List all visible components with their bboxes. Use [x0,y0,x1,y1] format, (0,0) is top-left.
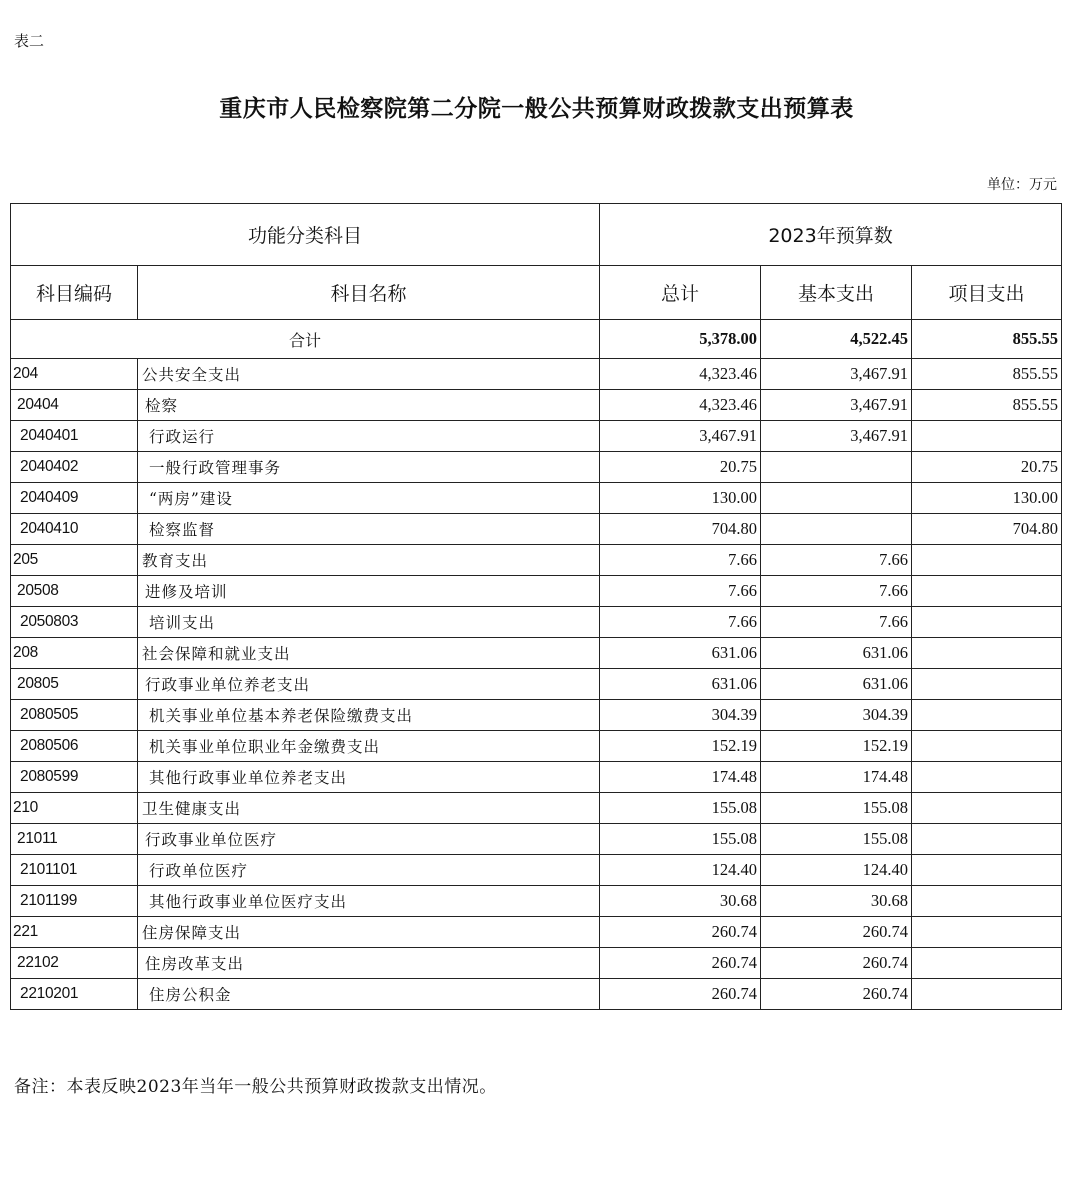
cell-project [912,545,1062,576]
cell-basic: 7.66 [761,545,912,576]
cell-project: 130.00 [912,483,1062,514]
cell-name: 行政运行 [138,421,600,452]
cell-project [912,855,1062,886]
cell-name: 教育支出 [138,545,600,576]
cell-basic: 3,467.91 [761,359,912,390]
cell-total: 155.08 [600,793,761,824]
page-title: 重庆市人民检察院第二分院一般公共预算财政拨款支出预算表 [219,95,854,122]
cell-project: 855.55 [912,359,1062,390]
cell-basic: 631.06 [761,638,912,669]
total-basic: 4,522.45 [761,320,912,359]
cell-code: 2040410 [11,514,138,545]
cell-total: 7.66 [600,607,761,638]
cell-name: 培训支出 [138,607,600,638]
cell-code: 208 [11,638,138,669]
cell-total: 4,323.46 [600,359,761,390]
table-row [11,886,1062,917]
cell-basic: 174.48 [761,762,912,793]
cell-basic: 124.40 [761,855,912,886]
cell-name: 机关事业单位基本养老保险缴费支出 [138,700,600,731]
cell-project [912,793,1062,824]
cell-basic: 304.39 [761,700,912,731]
cell-project [912,576,1062,607]
cell-code: 21011 [11,824,138,855]
cell-total: 3,467.91 [600,421,761,452]
table-row [11,731,1062,762]
cell-total: 20.75 [600,452,761,483]
cell-name: 检察 [138,390,600,421]
cell-basic: 155.08 [761,824,912,855]
cell-project [912,762,1062,793]
cell-basic: 3,467.91 [761,390,912,421]
cell-total: 631.06 [600,638,761,669]
cell-total: 152.19 [600,731,761,762]
cell-name: 社会保障和就业支出 [138,638,600,669]
cell-code: 2080505 [11,700,138,731]
cell-code: 2101101 [11,855,138,886]
cell-project [912,700,1062,731]
cell-total: 124.40 [600,855,761,886]
table-row [11,607,1062,638]
cell-project [912,917,1062,948]
table-row [11,700,1062,731]
cell-basic [761,452,912,483]
cell-basic: 3,467.91 [761,421,912,452]
header-functional-classification: 功能分类科目 [11,204,600,266]
cell-total: 4,323.46 [600,390,761,421]
cell-name: 其他行政事业单位医疗支出 [138,886,600,917]
table-row [11,762,1062,793]
cell-basic: 152.19 [761,731,912,762]
cell-name: 其他行政事业单位养老支出 [138,762,600,793]
total-label: 合计 [11,320,600,359]
cell-total: 174.48 [600,762,761,793]
cell-project: 704.80 [912,514,1062,545]
cell-basic: 7.66 [761,576,912,607]
cell-project [912,638,1062,669]
cell-code: 210 [11,793,138,824]
table-row [11,793,1062,824]
header-project: 项目支出 [912,266,1062,320]
header-row-group [11,204,1062,266]
cell-total: 260.74 [600,948,761,979]
cell-basic: 260.74 [761,979,912,1010]
cell-project [912,824,1062,855]
cell-total: 704.80 [600,514,761,545]
table-label: 表二 [14,32,45,50]
header-code: 科目编码 [11,266,138,320]
cell-basic: 30.68 [761,886,912,917]
cell-total: 7.66 [600,576,761,607]
header-basic: 基本支出 [761,266,912,320]
cell-name: 检察监督 [138,514,600,545]
cell-project [912,607,1062,638]
cell-code: 2080599 [11,762,138,793]
cell-name: 一般行政管理事务 [138,452,600,483]
cell-name: 行政事业单位医疗 [138,824,600,855]
cell-name: 住房改革支出 [138,948,600,979]
cell-name: 行政单位医疗 [138,855,600,886]
cell-name: 卫生健康支出 [138,793,600,824]
table-row [11,483,1062,514]
cell-name: 进修及培训 [138,576,600,607]
cell-name: 公共安全支出 [138,359,600,390]
cell-total: 30.68 [600,886,761,917]
table-row [11,452,1062,483]
cell-code: 2040402 [11,452,138,483]
cell-basic: 155.08 [761,793,912,824]
cell-code: 2040401 [11,421,138,452]
cell-basic: 631.06 [761,669,912,700]
cell-code: 2050803 [11,607,138,638]
budget-table [10,203,1062,1010]
table-row [11,576,1062,607]
cell-name: 行政事业单位养老支出 [138,669,600,700]
cell-project: 20.75 [912,452,1062,483]
cell-code: 2080506 [11,731,138,762]
table-row [11,359,1062,390]
cell-total: 260.74 [600,979,761,1010]
cell-project [912,948,1062,979]
cell-name: 住房保障支出 [138,917,600,948]
table-row [11,421,1062,452]
unit-label: 单位：万元 [987,177,1057,193]
cell-code: 20805 [11,669,138,700]
cell-name: “两房”建设 [138,483,600,514]
cell-total: 260.74 [600,917,761,948]
cell-code: 2101199 [11,886,138,917]
cell-code: 2040409 [11,483,138,514]
cell-code: 2210201 [11,979,138,1010]
cell-project [912,886,1062,917]
total-row [11,320,1062,359]
header-budget-2023: 2023年预算数 [600,204,1062,266]
cell-basic: 7.66 [761,607,912,638]
table-row [11,948,1062,979]
cell-project [912,669,1062,700]
cell-project: 855.55 [912,390,1062,421]
table-row [11,917,1062,948]
cell-basic [761,514,912,545]
table-row [11,669,1062,700]
cell-code: 221 [11,917,138,948]
cell-project [912,731,1062,762]
cell-basic: 260.74 [761,917,912,948]
cell-total: 130.00 [600,483,761,514]
table-row [11,824,1062,855]
table-row [11,545,1062,576]
table-row [11,390,1062,421]
table-row [11,979,1062,1010]
cell-project [912,979,1062,1010]
total-project: 855.55 [912,320,1062,359]
cell-code: 204 [11,359,138,390]
table-body [11,320,1062,1010]
table-row [11,514,1062,545]
cell-code: 20404 [11,390,138,421]
header-total: 总计 [600,266,761,320]
cell-total: 631.06 [600,669,761,700]
table-row [11,855,1062,886]
cell-code: 20508 [11,576,138,607]
cell-basic [761,483,912,514]
cell-basic: 260.74 [761,948,912,979]
footnote: 备注：本表反映2023年当年一般公共预算财政拨款支出情况。 [14,1077,497,1097]
cell-name: 机关事业单位职业年金缴费支出 [138,731,600,762]
cell-project [912,421,1062,452]
header-row-columns [11,266,1062,320]
header-name: 科目名称 [138,266,600,320]
cell-total: 7.66 [600,545,761,576]
cell-code: 22102 [11,948,138,979]
cell-total: 155.08 [600,824,761,855]
total-total: 5,378.00 [600,320,761,359]
cell-total: 304.39 [600,700,761,731]
table-row [11,638,1062,669]
cell-code: 205 [11,545,138,576]
cell-name: 住房公积金 [138,979,600,1010]
